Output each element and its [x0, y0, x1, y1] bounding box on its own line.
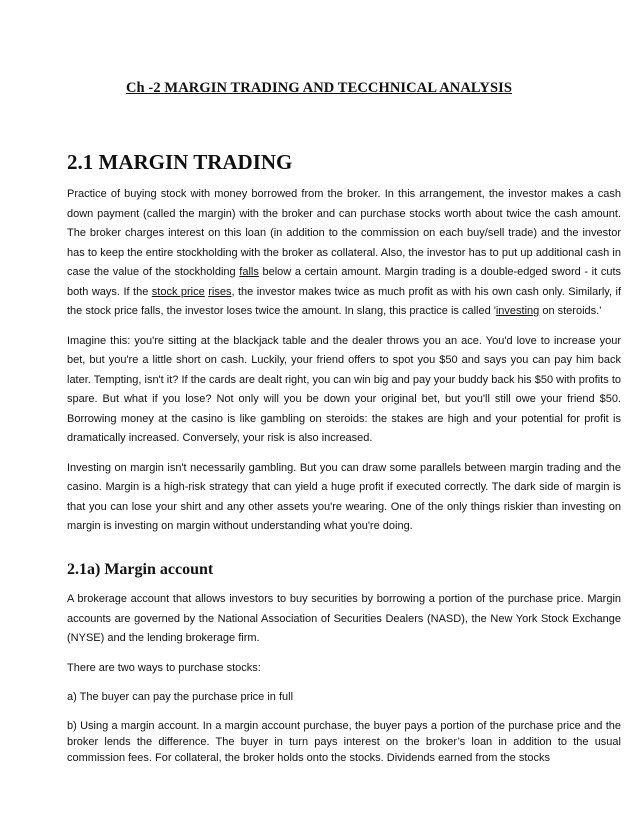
list-item-b: b) Using a margin account. In a margin account purchase, the buyer pays a portion of the purchase price and the broker lends the difference. The buyer in turn pays interest on the broker’s loan in addition to the usual commission fees. For collateral, the broker holds onto the stocks. Dividends earned from the stocks	[67, 719, 621, 764]
paragraph-gap	[67, 708, 621, 718]
paragraph-gap	[67, 322, 621, 332]
paragraph-text: Practice of buying stock with money borrowed from the broker. In this arrangement, the investor makes a cash down payment (called the margin) with the broker and can purchase stocks worth about twice the cash amount. The broker charges interest on this loan (in addition to the commission on each buy/sell trade) and the investor has to keep the entire stockholding with the broker as collateral. Also, the investor has to put up additional cash in case the value of the stockholding	[67, 188, 621, 278]
paragraph-text: on steroids.'	[539, 305, 602, 317]
list-item-a: a) The buyer can pay the purchase price in full	[67, 691, 294, 703]
subsection-title: 2.1a) Margin account	[67, 561, 214, 578]
paragraph-text: , the investor makes twice as much profit as with his own cash only. Similarly, if the stock price falls, the investor loses twice the amount. In slang, this practice is called '	[67, 285, 621, 317]
paragraph-definition	[67, 185, 621, 322]
paragraph-gap	[67, 678, 621, 688]
paragraph-two-ways: There are two ways to purchase stocks:	[67, 661, 261, 674]
section-body	[67, 185, 621, 537]
paragraph-gap	[67, 649, 621, 659]
link-investing[interactable]: investing	[495, 305, 540, 317]
link-falls[interactable]: falls	[239, 266, 259, 278]
paragraph-gambling: Investing on margin isn't necessarily gambling. But you can draw some parallels between margin trading and the casino. Margin is a high-risk strategy that can yield a huge profit if executed correctly. The dark side of margin is that you can lose your shirt and any other assets you're wearing. One of the only things riskier than investing on margin is investing on margin without understanding what you're doing.	[67, 461, 621, 532]
chapter-title: Ch -2 MARGIN TRADING AND TECCHNICAL ANALYSIS	[125, 80, 513, 96]
paragraph-text: below a certain amount. Margin trading is a double-edged sword - it cuts both ways. If the	[67, 266, 621, 298]
subsection-body	[67, 590, 621, 766]
link-stock-price[interactable]: stock price	[151, 285, 205, 298]
paragraph-gap	[67, 449, 621, 459]
link-rises[interactable]: rises	[208, 285, 232, 298]
paragraph-blackjack: Imagine this: you're sitting at the blackjack table and the dealer throws you an ace. You'd love to increase your bet, but you're a little short on cash. Luckily, your friend offers to spot you $50 and says you can pay him back later. Tempting, isn't it? If the cards are dealt right, you can win big and pay your buddy back his $50 with profits to spare. But what if you lose? Not only will you be down your original bet, but you'll still owe your friend $50. Borrowing money at the casino is like gambling on steroids: the stakes are high and your potential for profit is dramatically increased. Conversely, your risk is also increased.	[67, 334, 621, 444]
paragraph-margin-account: A brokerage account that allows investors to buy securities by borrowing a portion of the purchase price. Margin accounts are governed by the National Association of Securities Dealers (NASD), the New York Stock Exchange (NYSE) and the lending brokerage firm.	[67, 593, 621, 644]
section-title: 2.1 MARGIN TRADING	[67, 150, 293, 174]
